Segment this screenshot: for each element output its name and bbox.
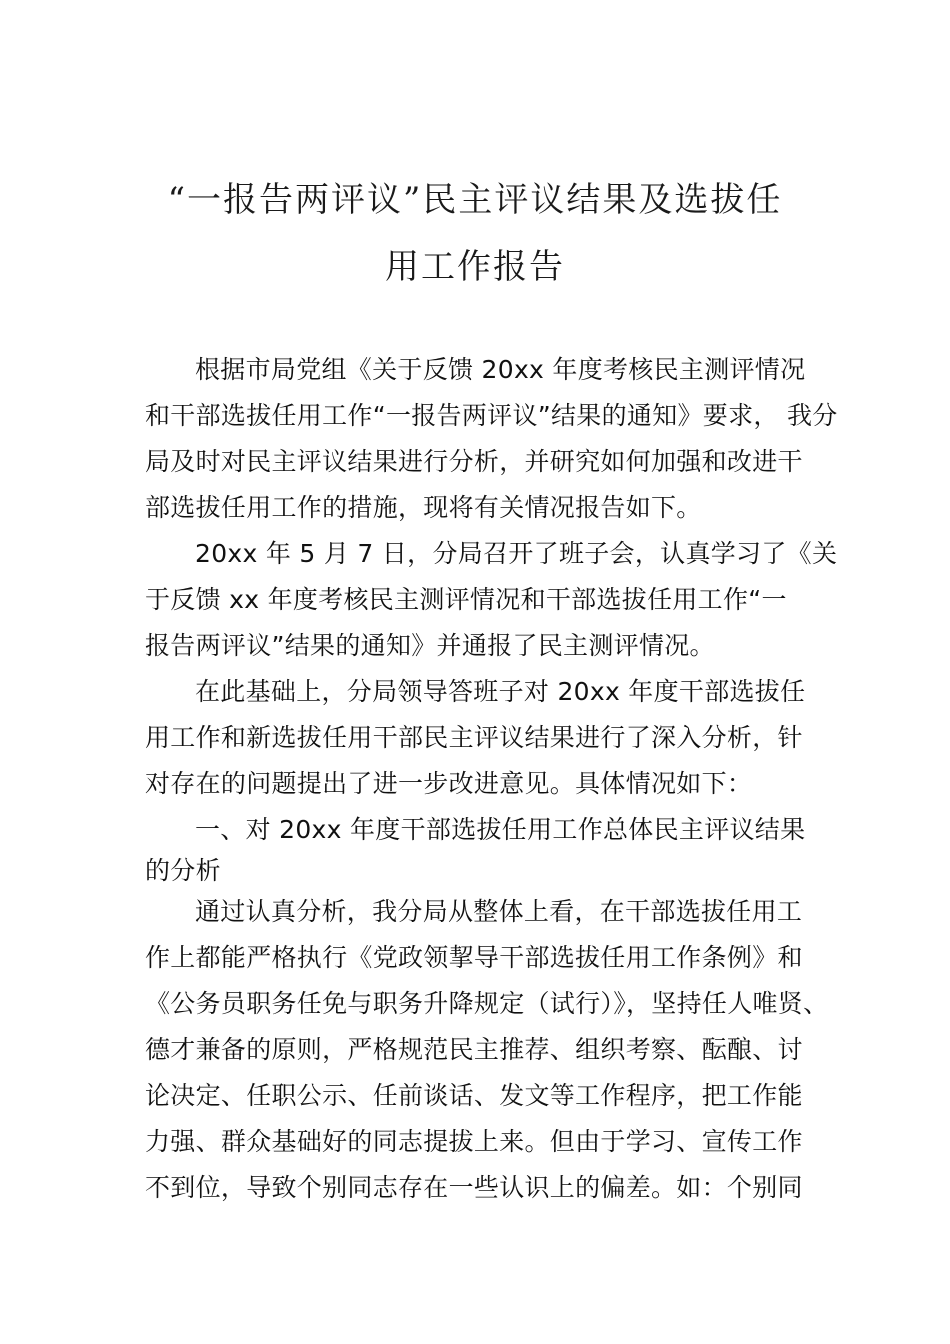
paragraph-line: 部选拔任用工作的措施，现将有关情况报告如下。 (145, 493, 702, 522)
paragraph-line: 于反馈 xx 年度考核民主测评情况和干部选拔任用工作“一 (145, 585, 787, 614)
paragraph-line: 力强、群众基础好的同志提拔上来。但由于学习、宣传工作 (145, 1127, 803, 1156)
paragraph-line: 用工作和新选拔任用干部民主评议结果进行了深入分析，针 (145, 723, 803, 752)
paragraph-line: 作上都能严格执行《党政领挈导干部选拔任用工作条例》和 (145, 943, 803, 972)
paragraph-line: 德才兼备的原则，严格规范民主推荐、组织考察、酝酿、讨 (145, 1035, 803, 1064)
paragraph-line: 在此基础上，分局领导答班子对 20xx 年度干部选拔任 (195, 677, 806, 706)
paragraph-line: 通过认真分析，我分局从整体上看，在干部选拔任用工 (195, 897, 803, 926)
paragraph-line: 论决定、任职公示、任前谈话、发文等工作程序，把工作能 (145, 1081, 803, 1110)
paragraph-line: 根据市局党组《关于反馈 20xx 年度考核民主测评情况 (195, 355, 806, 384)
paragraph-line: 对存在的问题提出了进一步改进意见。具体情况如下： (145, 769, 753, 798)
paragraph-line: 不到位，导致个别同志存在一些认识上的偏差。如：个别同 (145, 1173, 803, 1202)
section-heading-line: 一、对 20xx 年度干部选拔任用工作总体民主评议结果 (195, 815, 806, 844)
paragraph-line: 局及时对民主评议结果进行分析，并研究如何加强和改进干 (145, 447, 803, 476)
paragraph-line: 20xx 年 5 月 7 日，分局召开了班子会，认真学习了《关 (195, 539, 838, 568)
section-heading-line: 的分析 (145, 856, 221, 885)
document-title-line-1: “一报告两评议”民主评议结果及选拔任 (167, 180, 783, 220)
paragraph-line: 和干部选拔任用工作“一报告两评议”结果的通知》要求， 我分 (145, 401, 838, 430)
document-title-line-2: 用工作报告 (385, 247, 565, 287)
paragraph-line: 报告两评议”结果的通知》并通报了民主测评情况。 (145, 631, 715, 660)
paragraph-line: 《公务员职务任免与职务升降规定（试行）》，坚持任人唯贤、 (145, 989, 829, 1018)
